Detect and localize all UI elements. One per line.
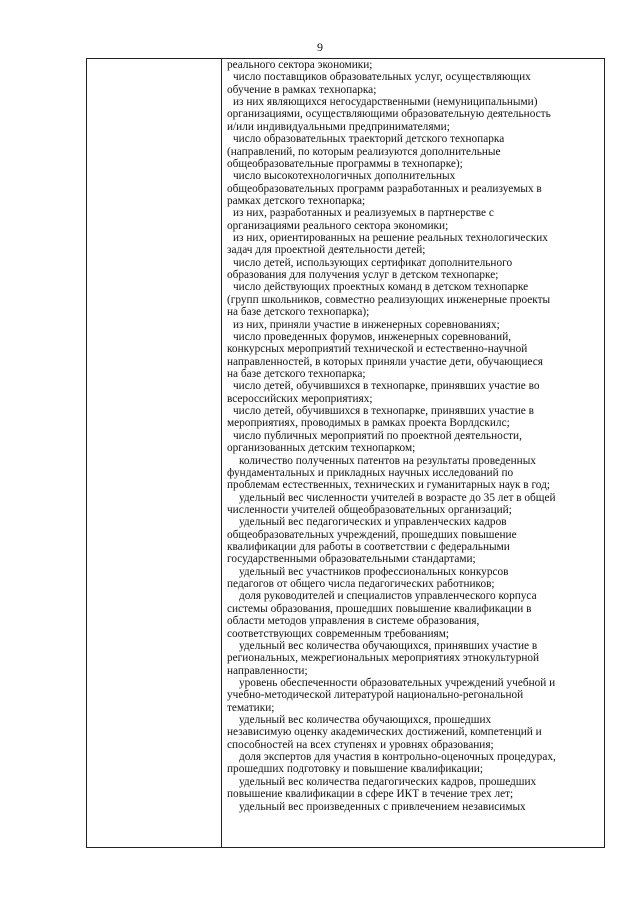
text-line: обучение в рамках технопарка; [227,83,377,96]
text-line: удельный вес количества педагогических кадров, прошедших [239,775,537,788]
text-line: доля экспертов для участия в контрольно-оценочных процедурах, [239,751,556,764]
text-line: учебно-методической литературой национально-регональной [227,689,524,702]
text-line: области методов управления в системе образования, [227,615,480,628]
text-line: число детей, обучившихся в технопарке, принявших участие во [233,380,540,393]
text-line: из них, ориентированных на решение реальных технологических [233,232,548,245]
text-line: общеобразовательных учреждений, прошедших повышение [227,528,517,541]
text-line: фундаментальных и прикладных научных исследований по [227,466,514,479]
text-line: из них, разработанных и реализуемых в партнерстве с [233,207,494,220]
text-line: государственными образовательными стандартами; [227,553,476,566]
text-line: доля руководителей и специалистов управленческого корпуса [239,590,537,603]
text-line: реального сектора экономики; [227,59,373,71]
text-line: системы образования, прошедших повышение квалификации в [227,602,532,615]
text-line: число действующих проектных команд в детском технопарке [233,281,529,294]
text-line: из них, приняли участие в инженерных соревнованиях; [233,318,500,331]
text-line: мероприятиях, проводимых в рамках проекта Ворлдскилс; [227,417,510,430]
text-line: организованных детским технопарком; [227,442,416,455]
text-line: проблемам естественных, технических и гуманитарных наук в год; [227,479,551,492]
text-line: независимую оценку академических достижений, компетенций и [227,726,542,739]
text-line: удельный вес количества обучающихся, прошедших [239,714,492,727]
text-line: организациями, осуществляющими образовательную деятельность [227,108,551,121]
text-line: количество полученных патентов на результаты проведенных [239,454,536,467]
page-number: 9 [317,40,323,54]
text-line: способностей на всех ступенях и уровнях образования; [227,738,494,751]
text-line: удельный вес участников профессиональных конкурсов [239,565,509,578]
text-line: образования для получения услуг в детском технопарке; [227,269,499,282]
text-line: общеобразовательные программы в технопарке); [227,157,463,170]
text-line: удельный вес количества обучающихся, принявших участие в [239,639,538,652]
text-line: число образовательных траекторий детского технопарка [233,133,505,146]
text-line: (направлений, по которым реализуются дополнительные [227,145,501,158]
content-cell [227,59,600,813]
text-line: удельный вес произведенных с привлечением независимых [239,800,526,813]
text-line: на базе детского технопарка); [227,306,370,319]
text-line: всероссийских мероприятиях; [227,392,373,405]
text-line: число высокотехнологичных дополнительных [233,170,456,183]
text-line: число проведенных форумов, инженерных соревнований, [233,330,512,343]
text-line: уровень обеспеченности образовательных учреждений учебной и [239,676,556,689]
text-line: удельный вес педагогических и управленческих кадров [239,516,507,529]
text-line: соответствующих современным требованиям; [227,627,450,640]
document-table [86,58,605,848]
text-line: общеобразовательных программ разработанных и реализуемых в [227,182,542,195]
text-line: региональных, межрегиональных мероприятиях этнокультурной [227,652,540,665]
text-line: прошедших подготовку и повышение квалификации; [227,763,483,776]
text-line: конкурсных мероприятий технической и естественно-научной [227,343,528,356]
text-line: тематики; [227,701,275,714]
text-line: направленности; [227,664,308,677]
text-line: и/или индивидуальными предпринимателями; [227,120,450,133]
text-line: направленностей, в которых приняли участие дети, обучающиеся [227,355,543,368]
column-divider [221,59,222,847]
text-line: число публичных мероприятий по проектной деятельности, [233,429,522,442]
text-line: квалификации для работы в соответствии с федеральными [227,541,510,554]
text-line: задач для проектной деятельности детей; [227,244,426,257]
text-line: число поставщиков образовательных услуг, осуществляющих [233,71,531,84]
text-line: численности учителей общеобразовательных организаций; [227,503,512,516]
text-line: организациями реального сектора экономики; [227,219,449,232]
text-line: из них являющихся негосударственными (немуниципальными) [233,96,538,109]
text-line: педагогов от общего числа педагогических работников; [227,578,495,591]
text-line: рамках детского технопарка; [227,194,366,207]
text-line: удельный вес численности учителей в возрасте до 35 лет в общей [239,491,556,504]
text-line: повышение квалификации в сфере ИКТ в течение трех лет; [227,788,514,801]
text-line: (групп школьников, совместно реализующих инженерные проекты [227,293,551,306]
text-line: число детей, обучившихся в технопарке, принявших участие в [233,405,534,418]
text-line: на базе детского технопарка; [227,367,366,380]
text-line: число детей, использующих сертификат дополнительного [233,256,513,269]
